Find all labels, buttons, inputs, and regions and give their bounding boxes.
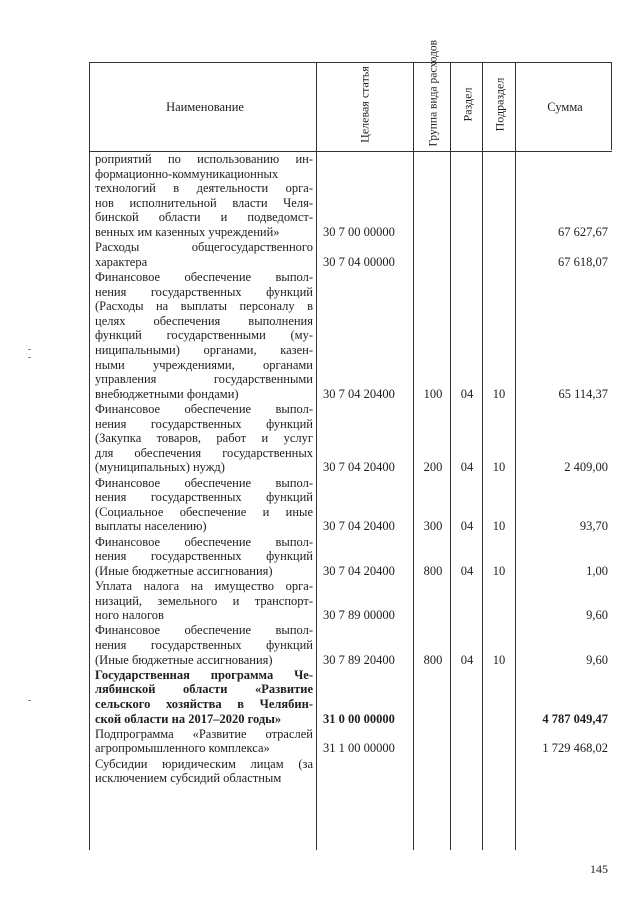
row-subsection: 10 (492, 563, 506, 578)
row-name-line: Финансовое обеспечение выпол- (95, 402, 313, 416)
row-section: 04 (460, 460, 474, 475)
row-name-line: (Закупка товаров, работ и услуг (95, 431, 313, 446)
row-sum: 67 627,67 (558, 225, 608, 239)
page-number: 145 (590, 862, 608, 876)
row-name-line: ного налогов (95, 608, 164, 623)
row-name (95, 152, 313, 240)
row-name-line: Субсидии юридическим лицам (за (95, 756, 313, 771)
row-sum: 9,60 (586, 652, 608, 667)
row-name-line: Расходы общегосударственного (95, 240, 313, 255)
row-name (95, 535, 313, 579)
rule-right (611, 62, 612, 150)
row-sum: 1,00 (586, 563, 608, 578)
row-name-line: ниципальными) органами, казен- (95, 342, 313, 357)
row-sum: 1 729 468,02 (542, 741, 608, 756)
rule-left (89, 62, 90, 850)
row-code: 30 7 89 00000 (323, 608, 395, 623)
rule-code (316, 62, 317, 850)
row-name-line: выплаты населению) (95, 519, 207, 534)
margin-mark (28, 700, 31, 701)
row-name-line: нения государственных функций (95, 416, 313, 431)
row-name-line: Государственная программа Че- (95, 667, 313, 682)
header-group: Группа вида расходов (427, 39, 440, 147)
row-name-line: низаций, земельного и транспорт- (95, 593, 313, 608)
row-name-line: Уплата налога на имущество орга- (95, 579, 313, 593)
row-sum: 65 114,37 (558, 386, 608, 401)
row-sum: 67 618,07 (558, 254, 608, 269)
row-name-line: (муниципальных) нужд) (95, 460, 225, 475)
row-code: 31 0 00 00000 (323, 711, 395, 726)
row-name-line: формационно-коммуникационных (95, 166, 279, 181)
margin-mark (28, 349, 31, 350)
row-name (95, 402, 313, 475)
row-group: 800 (423, 563, 443, 578)
row-code: 30 7 04 20400 (323, 519, 395, 534)
header-subsection: Подраздел (492, 77, 507, 132)
row-name-line: агропромышленного комплекса» (95, 741, 270, 756)
row-name (95, 240, 313, 269)
row-subsection: 10 (492, 460, 506, 475)
rule-sum (515, 62, 516, 850)
row-name-line: нения государственных функций (95, 284, 313, 299)
row-name-line: технологий в деятельности орга- (95, 181, 313, 196)
row-subsection: 10 (492, 652, 506, 667)
row-name (95, 623, 313, 667)
row-name-line: Финансовое обеспечение выпол- (95, 270, 313, 284)
row-name (95, 579, 313, 623)
row-group: 200 (423, 460, 443, 475)
row-sum: 2 409,00 (564, 460, 608, 475)
row-name (95, 270, 313, 401)
row-name-line: ской области на 2017–2020 годы» (95, 711, 282, 726)
margin-mark (28, 357, 31, 358)
row-code: 30 7 04 20400 (323, 386, 395, 401)
row-code: 30 7 04 00000 (323, 254, 395, 269)
row-name-line: (Иные бюджетные ассигнования) (95, 563, 273, 578)
row-name-line: исключением субсидий областным (95, 771, 282, 786)
header-name: Наименование (166, 100, 244, 114)
row-name-line: роприятий по использованию ин- (95, 152, 313, 166)
row-name-line: (Социальное обеспечение и иные (95, 504, 313, 519)
row-name-line: функций государственными (му- (95, 328, 313, 343)
row-sum: 93,70 (579, 519, 608, 534)
row-name-line: нов исполнительной власти Челя- (95, 195, 313, 210)
row-section: 04 (460, 563, 474, 578)
row-name-line: для обеспечения государственных (95, 445, 313, 460)
row-name-line: (Расходы на выплаты персоналу в (95, 299, 313, 314)
row-code: 30 7 04 20400 (323, 563, 395, 578)
row-name-line: характера (95, 254, 148, 269)
row-name-line: целях обеспечения выполнения (95, 313, 313, 328)
row-code: 31 1 00 00000 (323, 741, 395, 756)
row-name-line: сельского хозяйства в Челябин- (95, 696, 313, 711)
row-name (95, 668, 313, 726)
row-name-line: нения государственных функций (95, 549, 313, 564)
row-name-line: (Иные бюджетные ассигнования) (95, 652, 273, 667)
row-subsection: 10 (492, 386, 506, 401)
row-sum: 9,60 (586, 608, 608, 623)
row-section: 04 (460, 652, 474, 667)
rule-section (450, 62, 451, 850)
row-name-line: венных им казенных учреждений» (95, 224, 280, 239)
row-group: 300 (423, 519, 443, 534)
row-name-line: ными учреждениями, органами (95, 357, 313, 372)
rule-group (413, 62, 414, 850)
row-name-line: Финансовое обеспечение выпол- (95, 534, 313, 549)
row-name (95, 757, 313, 786)
rule-subsection (482, 62, 483, 850)
row-name-line: Подпрограмма «Развитие отраслей (95, 726, 313, 741)
row-name-line: лябинской области «Развитие (95, 682, 313, 697)
row-name-line: Финансовое обеспечение выпол- (95, 623, 313, 638)
header-sum: Сумма (547, 100, 583, 114)
header-code: Целевая статья (357, 66, 372, 143)
row-name-line: бинской области и подведомст- (95, 210, 313, 225)
row-code: 30 7 00 00000 (323, 225, 395, 239)
row-name-line: нения государственных функций (95, 490, 313, 505)
row-name-line: управления государственными (95, 372, 313, 387)
row-name (95, 476, 313, 534)
header-section: Раздел (460, 87, 475, 122)
row-group: 100 (423, 386, 443, 401)
row-name-line: внебюджетными фондами) (95, 386, 239, 401)
row-name-line: нения государственных функций (95, 637, 313, 652)
row-section: 04 (460, 386, 474, 401)
row-name-line: Финансовое обеспечение выпол- (95, 475, 313, 490)
row-sum: 4 787 049,47 (542, 711, 608, 726)
row-section: 04 (460, 519, 474, 534)
row-name (95, 727, 313, 756)
row-code: 30 7 04 20400 (323, 460, 395, 475)
row-code: 30 7 89 20400 (323, 652, 395, 667)
row-subsection: 10 (492, 519, 506, 534)
row-group: 800 (423, 652, 443, 667)
